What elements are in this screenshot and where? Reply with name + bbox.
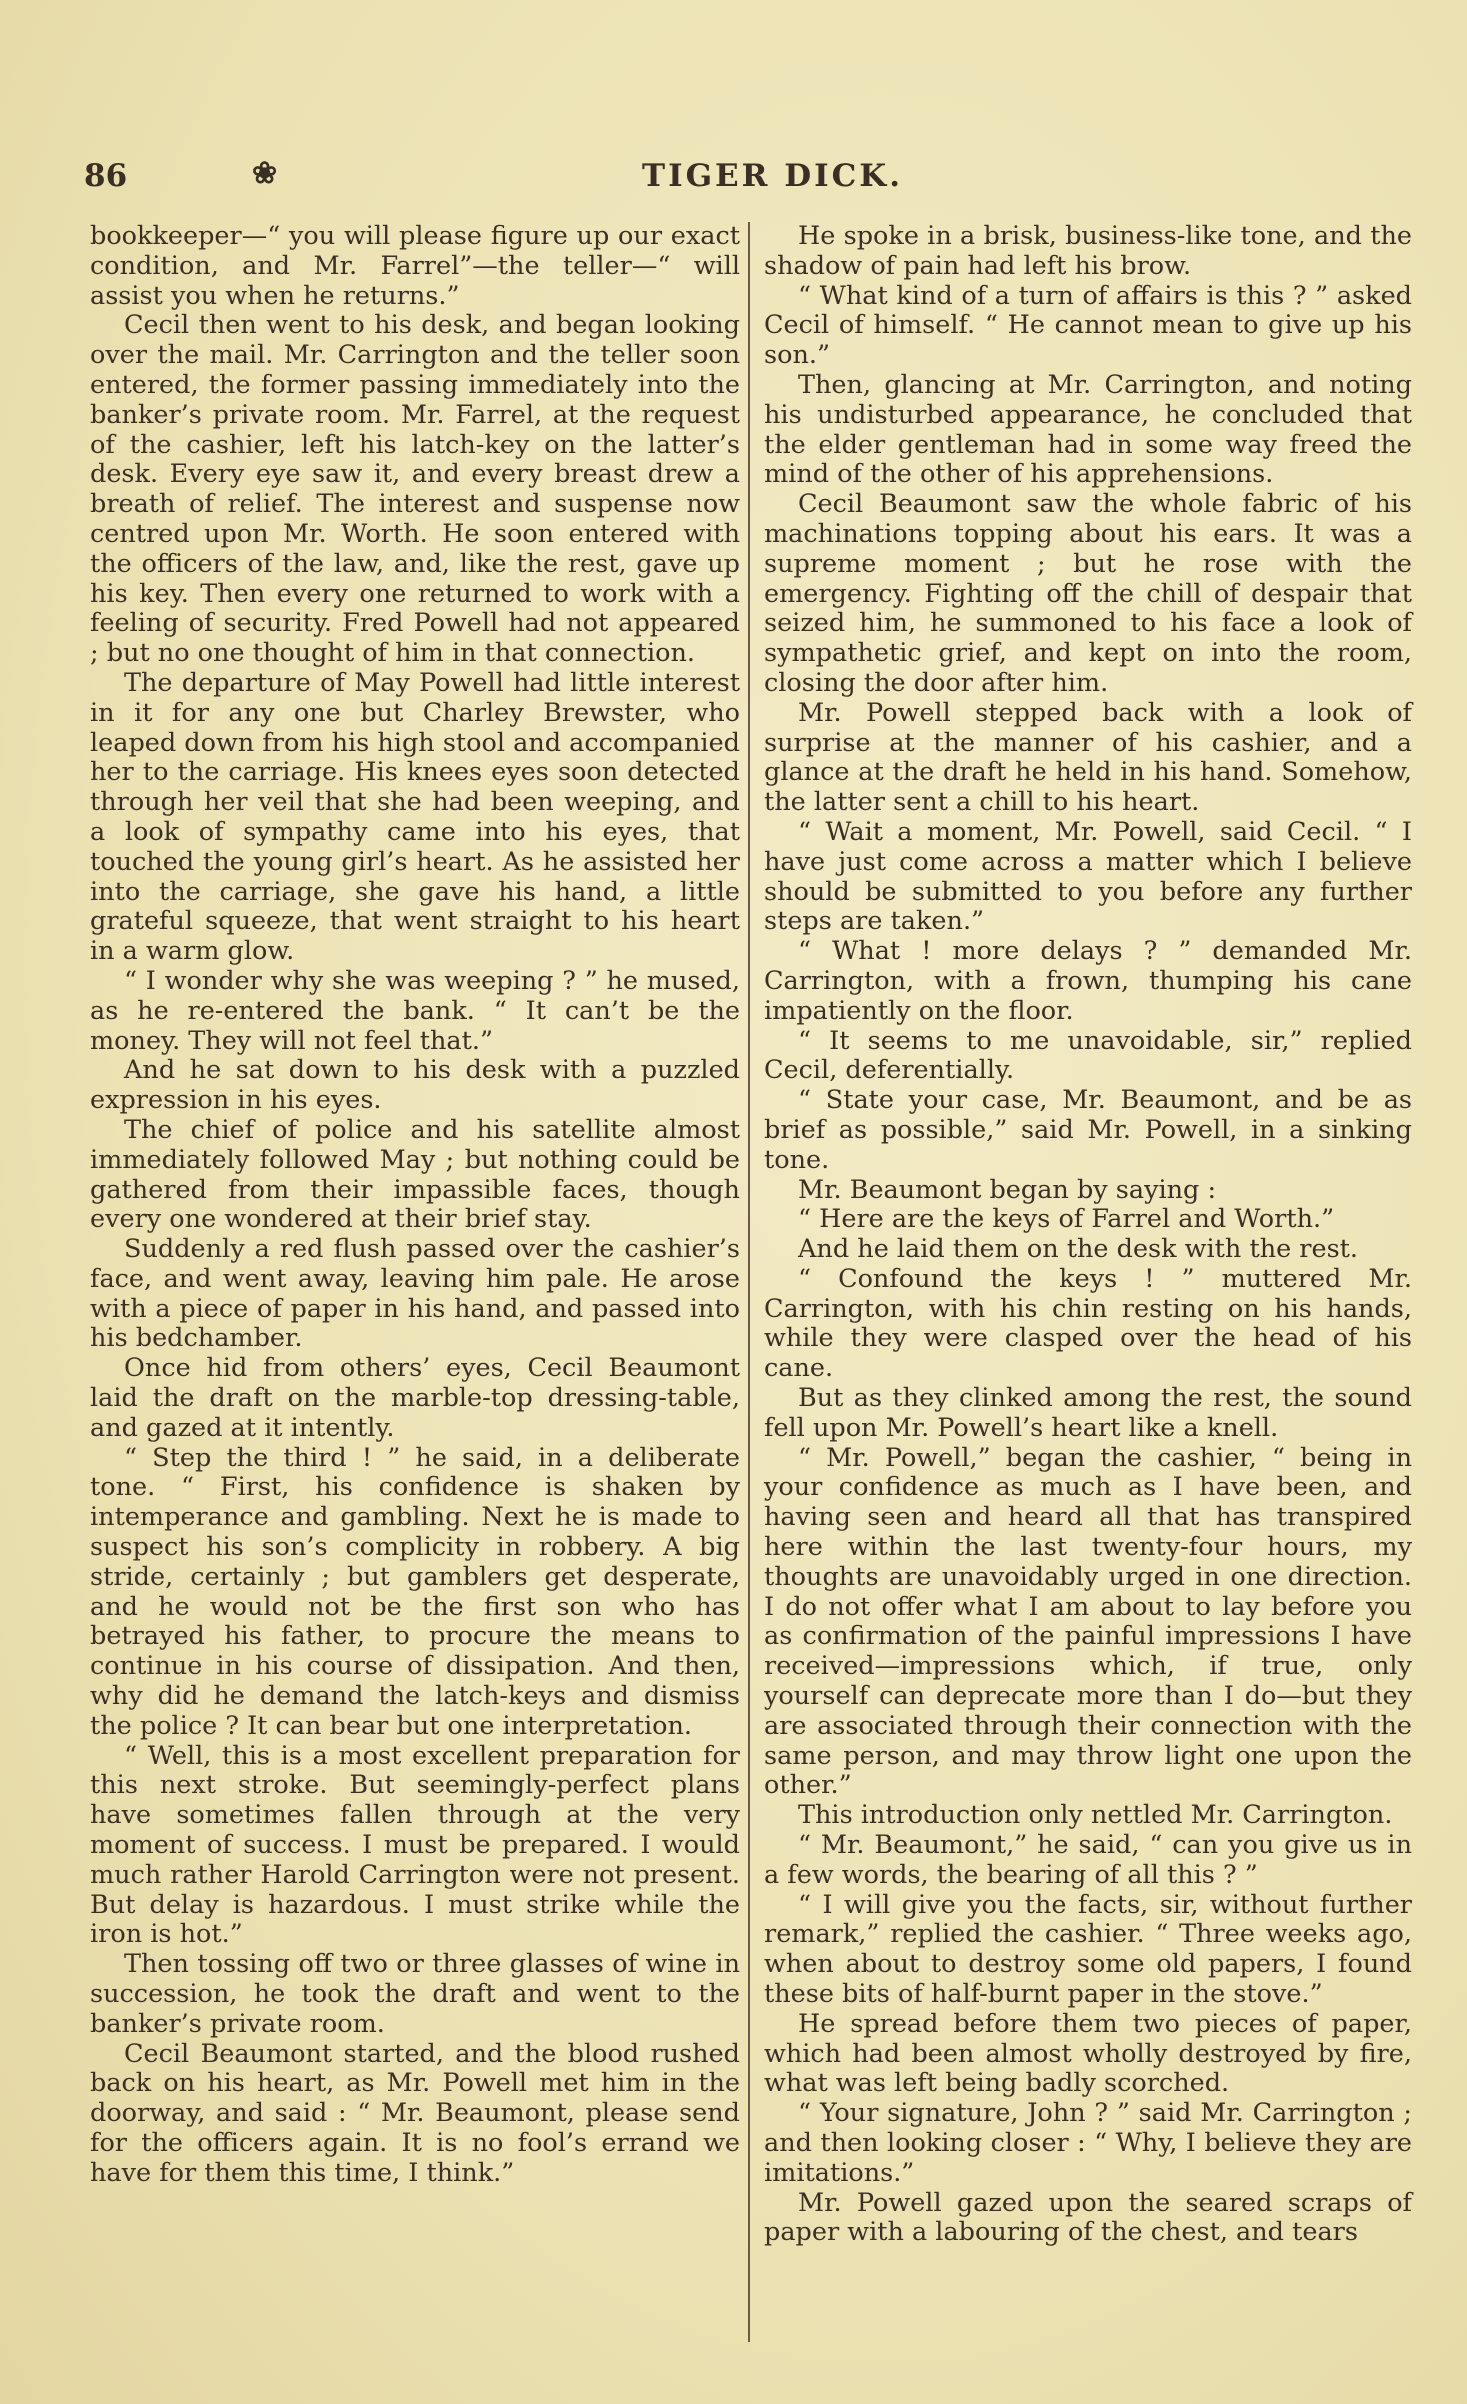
paragraph: “ I will give you the facts, sir, without further remark,” replied the cashier. “ Three weeks ago, when about to destroy some old papers, I found these bits of half-burnt paper in the stove.” <box>764 1889 1412 2010</box>
paragraph: “ Mr. Beaumont,” he said, “ can you give us in a few words, the bearing of all this ? ” <box>764 1830 1412 1890</box>
left-column <box>90 222 740 2189</box>
paragraph: “ It seems to me unavoidable, sir,” replied Cecil, deferentially. <box>764 1025 1412 1086</box>
paragraph: Mr. Powell stepped back with a look of surprise at the manner of his cashier, and a glance at the draft he held in his hand. Somehow, the latter sent a chill to his heart. <box>764 697 1412 818</box>
right-column <box>764 222 1412 2248</box>
paragraph: “ I wonder why she was weeping ? ” he mused, as he re-entered the bank. “ It can’t be the money. They will not feel that.” <box>90 965 740 1056</box>
paragraph: But as they clinked among the rest, the sound fell upon Mr. Powell’s heart like a knell. <box>764 1383 1412 1443</box>
paragraph: Then, glancing at Mr. Carrington, and noting his undisturbed appearance, he concluded that the elder gentleman had in some way freed the mind of the other of his apprehensions. <box>764 369 1412 490</box>
paragraph: “ Mr. Powell,” began the cashier, “ being in your confidence as much as I have been, and having seen and heard all that has transpired here within the last twenty-four hours, my thoughts are unavoidably urged in one direction. I do not offer what I am about to lay before you as confirmation of the painful impressions I have received—impressions which, if true, only yourself can deprecate more than I do—but they are associated through their connection with the same person, and may throw light one upon the other.” <box>764 1442 1412 1801</box>
ornament-icon: ❀ <box>252 156 278 191</box>
paragraph: “ Wait a moment, Mr. Powell, said Cecil. “ I have just come across a matter which I believe should be submitted to you before any further steps are taken.” <box>764 816 1412 937</box>
paragraph: Mr. Beaumont began by saying : <box>798 1174 1217 1205</box>
page-number: 86 <box>84 158 128 194</box>
paragraph: The departure of May Powell had little interest in it for any one but Charley Brewster, who leaped down from his high stool and accompanied her to the carriage. His knees eyes soon detected through her veil that she had been weeping, and a look of sympathy came into his eyes, that touched the young girl’s heart. As he assisted her into the carriage, she gave his hand, a little grateful squeeze, that went straight to his heart in a warm glow. <box>90 667 740 967</box>
running-title: TIGER DICK. <box>642 158 904 194</box>
page-header <box>82 158 1422 198</box>
paragraph: Then tossing off two or three glasses of wine in succession, he took the draft and went to the banker’s private room. <box>90 1949 740 2039</box>
paragraph: “ Your signature, John ? ” said Mr. Carrington ; and then looking closer : “ Why, I believe they are imitations.” <box>764 2098 1412 2188</box>
paragraph: Suddenly a red flush passed over the cashier’s face, and went away, leaving him pale. He arose with a piece of paper in his hand, and passed into his bedchamber. <box>90 1234 740 1354</box>
paragraph: He spread before them two pieces of paper, which had been almost wholly destroyed by fire, what was left being badly scorched. <box>764 2008 1412 2099</box>
paragraph: Cecil Beaumont started, and the blood rushed back on his heart, as Mr. Powell met him in the doorway, and said : “ Mr. Beaumont, please send for the officers again. It is no fool’s errand we have for them this time, I think.” <box>90 2038 740 2188</box>
paragraph: Once hid from others’ eyes, Cecil Beaumont laid the draft on the marble-top dressing-table, and gazed at it intently. <box>90 1353 740 1443</box>
paragraph: Cecil then went to his desk, and began looking over the mail. Mr. Carrington and the teller soon entered, the former passing immediately into the banker’s private room. Mr. Farrel, at the request of the cashier, left his latch-key on the latter’s desk. Every eye saw it, and every breast drew a breath of relief. The interest and suspense now centred upon Mr. Worth. He soon entered with the officers of the law, and, like the rest, gave up his key. Then every one returned to work with a feeling of security. Fred Powell had not appeared ; but no one thought of him in that connection. <box>90 310 740 669</box>
paragraph: The chief of police and his satellite almost immediately followed May ; but nothing could be gathered from their impassible faces, though every one wondered at their brief stay. <box>90 1114 740 1235</box>
paragraph: bookkeeper—“ you will please figure up our exact condition, and Mr. Farrel”—the teller—“ will assist you when he returns.” <box>90 221 740 311</box>
paragraph: “ State your case, Mr. Beaumont, and be as brief as possible,” said Mr. Powell, in a sinking tone. <box>764 1085 1412 1175</box>
paragraph: He spoke in a brisk, business-like tone, and the shadow of pain had left his brow. <box>764 221 1412 281</box>
paragraph: “ Confound the keys ! ” muttered Mr. Carrington, with his chin resting on his hands, while they were clasped over the head of his cane. <box>764 1263 1412 1384</box>
paragraph: “ Step the third ! ” he said, in a deliberate tone. “ First, his confidence is shaken by intemperance and gambling. Next he is made to suspect his son’s complicity in robbery. A big stride, certainly ; but gamblers get desperate, and he would not be the first son who has betrayed his father, to procure the means to continue in his course of dissipation. And then, why did he demand the latch-keys and dismiss the police ? It can bear but one interpretation. <box>90 1442 740 1741</box>
column-divider <box>748 222 750 2342</box>
paragraph: “ What ! more delays ? ” demanded Mr. Carrington, with a frown, thumping his cane impatiently on the floor. <box>764 936 1412 1026</box>
paragraph: Cecil Beaumont saw the whole fabric of his machinations topping about his ears. It was a supreme moment ; but he rose with the emergency. Fighting off the chill of despair that seized him, he summoned to his face a look of sympathetic grief, and kept on into the room, closing the door after him. <box>764 489 1412 698</box>
paragraph: “ Here are the keys of Farrel and Worth.” <box>798 1204 1335 1235</box>
paragraph: And he laid them on the desk with the rest. <box>798 1234 1359 1265</box>
paragraph: And he sat down to his desk with a puzzled expression in his eyes. <box>90 1055 740 1116</box>
paragraph: “ What kind of a turn of affairs is this ? ” asked Cecil of himself. “ He cannot mean to give up his son.” <box>764 280 1412 371</box>
paragraph: This introduction only nettled Mr. Carrington. <box>798 1800 1393 1831</box>
paragraph: “ Well, this is a most excellent preparation for this next stroke. But seemingly-perfect plans have sometimes fallen through at the very moment of success. I must be prepared. I would much rather Harold Carrington were not present. But delay is hazardous. I must strike while the iron is hot.” <box>90 1740 740 1950</box>
paragraph: Mr. Powell gazed upon the seared scraps of paper with a labouring of the chest, and tears <box>764 2187 1412 2248</box>
